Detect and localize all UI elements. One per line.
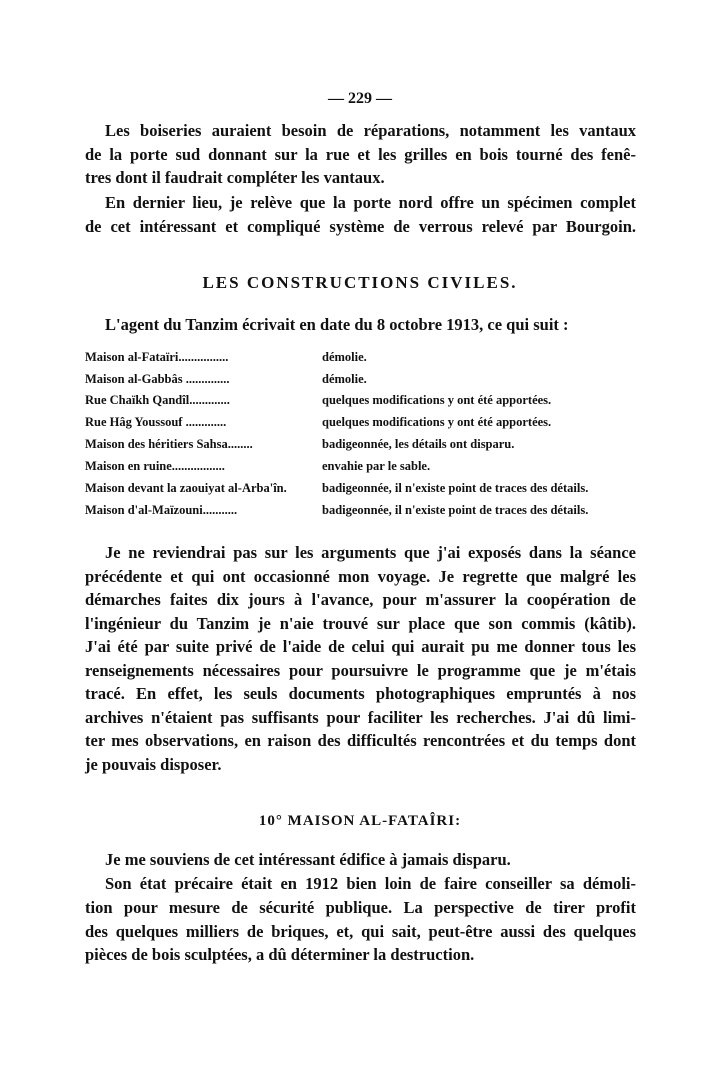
text-line: En dernier lieu, je relève que la porte nord offre un spécimen complet	[105, 193, 636, 212]
text-line: précédente et qui ont occasionné mon voyage. Je regrette que malgré les	[85, 567, 636, 586]
place: Maison d'al-Maïzouni...........	[85, 503, 238, 517]
text-line: Les boiseries auraient besoin de réparations, notamment les vantaux	[105, 121, 636, 140]
table-row	[85, 480, 645, 500]
text-line: Je me souviens de cet intéressant édifice à jamais disparu.	[105, 850, 511, 869]
text-line: tracé. En effet, les seuls documents photographiques empruntés à nos	[85, 684, 636, 703]
text-line: tres dont il faudrait compléter les vantaux.	[85, 168, 385, 187]
status: envahie par le sable.	[322, 459, 431, 473]
text-line: Son état précaire était en 1912 bien loin de faire conseiller sa démoli-	[105, 874, 636, 893]
page-number: — 229 —	[328, 90, 392, 107]
status: badigeonnée, les détails ont disparu.	[322, 437, 515, 451]
place: Maison al-Fataïri................	[85, 350, 229, 364]
section-heading: LES CONSTRUCTIONS CIVILES.	[202, 273, 518, 292]
status: démolie.	[322, 372, 367, 386]
text-line: l'ingénieur du Tanzim je n'aie trouvé sur place que son commis (kâtib).	[85, 614, 636, 633]
text-line: J'ai été par suite privé de l'aide de celui qui aurait pu me donner tous les	[85, 637, 636, 656]
status: démolie.	[322, 350, 367, 364]
text-line: des quelques milliers de briques, et, qui sait, peut-être aussi des quelques	[85, 922, 636, 941]
table-row	[85, 502, 645, 522]
place: Rue Hâg Youssouf .............	[85, 415, 227, 429]
text-line: renseignements nécessaires pour poursuivre le programme que je m'étais	[85, 661, 636, 680]
table-row	[85, 436, 645, 456]
text-line: ter mes observations, en raison des difficultés rencontrées et du temps dont	[85, 731, 636, 750]
text-line: démarches faites dix jours à l'avance, pour m'assurer la coopération de	[85, 590, 636, 609]
text-line: je pouvais disposer.	[85, 755, 222, 774]
table-row	[85, 392, 645, 412]
status: badigeonnée, il n'existe point de traces des détails.	[322, 503, 589, 517]
table-row	[85, 349, 645, 369]
table-row	[85, 414, 645, 434]
text-line: de la porte sud donnant sur la rue et les grilles en bois tourné des fenê-	[85, 145, 636, 164]
status: quelques modifications y ont été apportées.	[322, 393, 552, 407]
table-row	[85, 458, 645, 478]
intro-line: L'agent du Tanzim écrivait en date du 8 octobre 1913, ce qui suit :	[105, 315, 569, 334]
place: Maison des héritiers Sahsa........	[85, 437, 253, 451]
text-line: de cet intéressant et compliqué système de verrous relevé par Bourgoin.	[85, 217, 636, 236]
status: badigeonnée, il n'existe point de traces des détails.	[322, 481, 589, 495]
place: Rue Chaïkh Qandîl.............	[85, 393, 230, 407]
status: quelques modifications y ont été apportées.	[322, 415, 552, 429]
text-line: Je ne reviendrai pas sur les arguments que j'ai exposés dans la séance	[105, 543, 636, 562]
text-line: pièces de bois sculptées, a dû déterminer la destruction.	[85, 945, 475, 964]
text-line: tion pour mesure de sécurité publique. La perspective de tirer profit	[85, 898, 636, 917]
table-row	[85, 371, 645, 391]
place: Maison en ruine.................	[85, 459, 225, 473]
text-line: archives n'étaient pas suffisants pour faciliter les recherches. J'ai dû limi-	[85, 708, 636, 727]
place: Maison devant la zaouiyat al-Arba'în.	[85, 481, 287, 495]
place: Maison al-Gabbâs ..............	[85, 372, 230, 386]
section-heading: 10° MAISON AL-FATAÎRI:	[258, 813, 462, 829]
